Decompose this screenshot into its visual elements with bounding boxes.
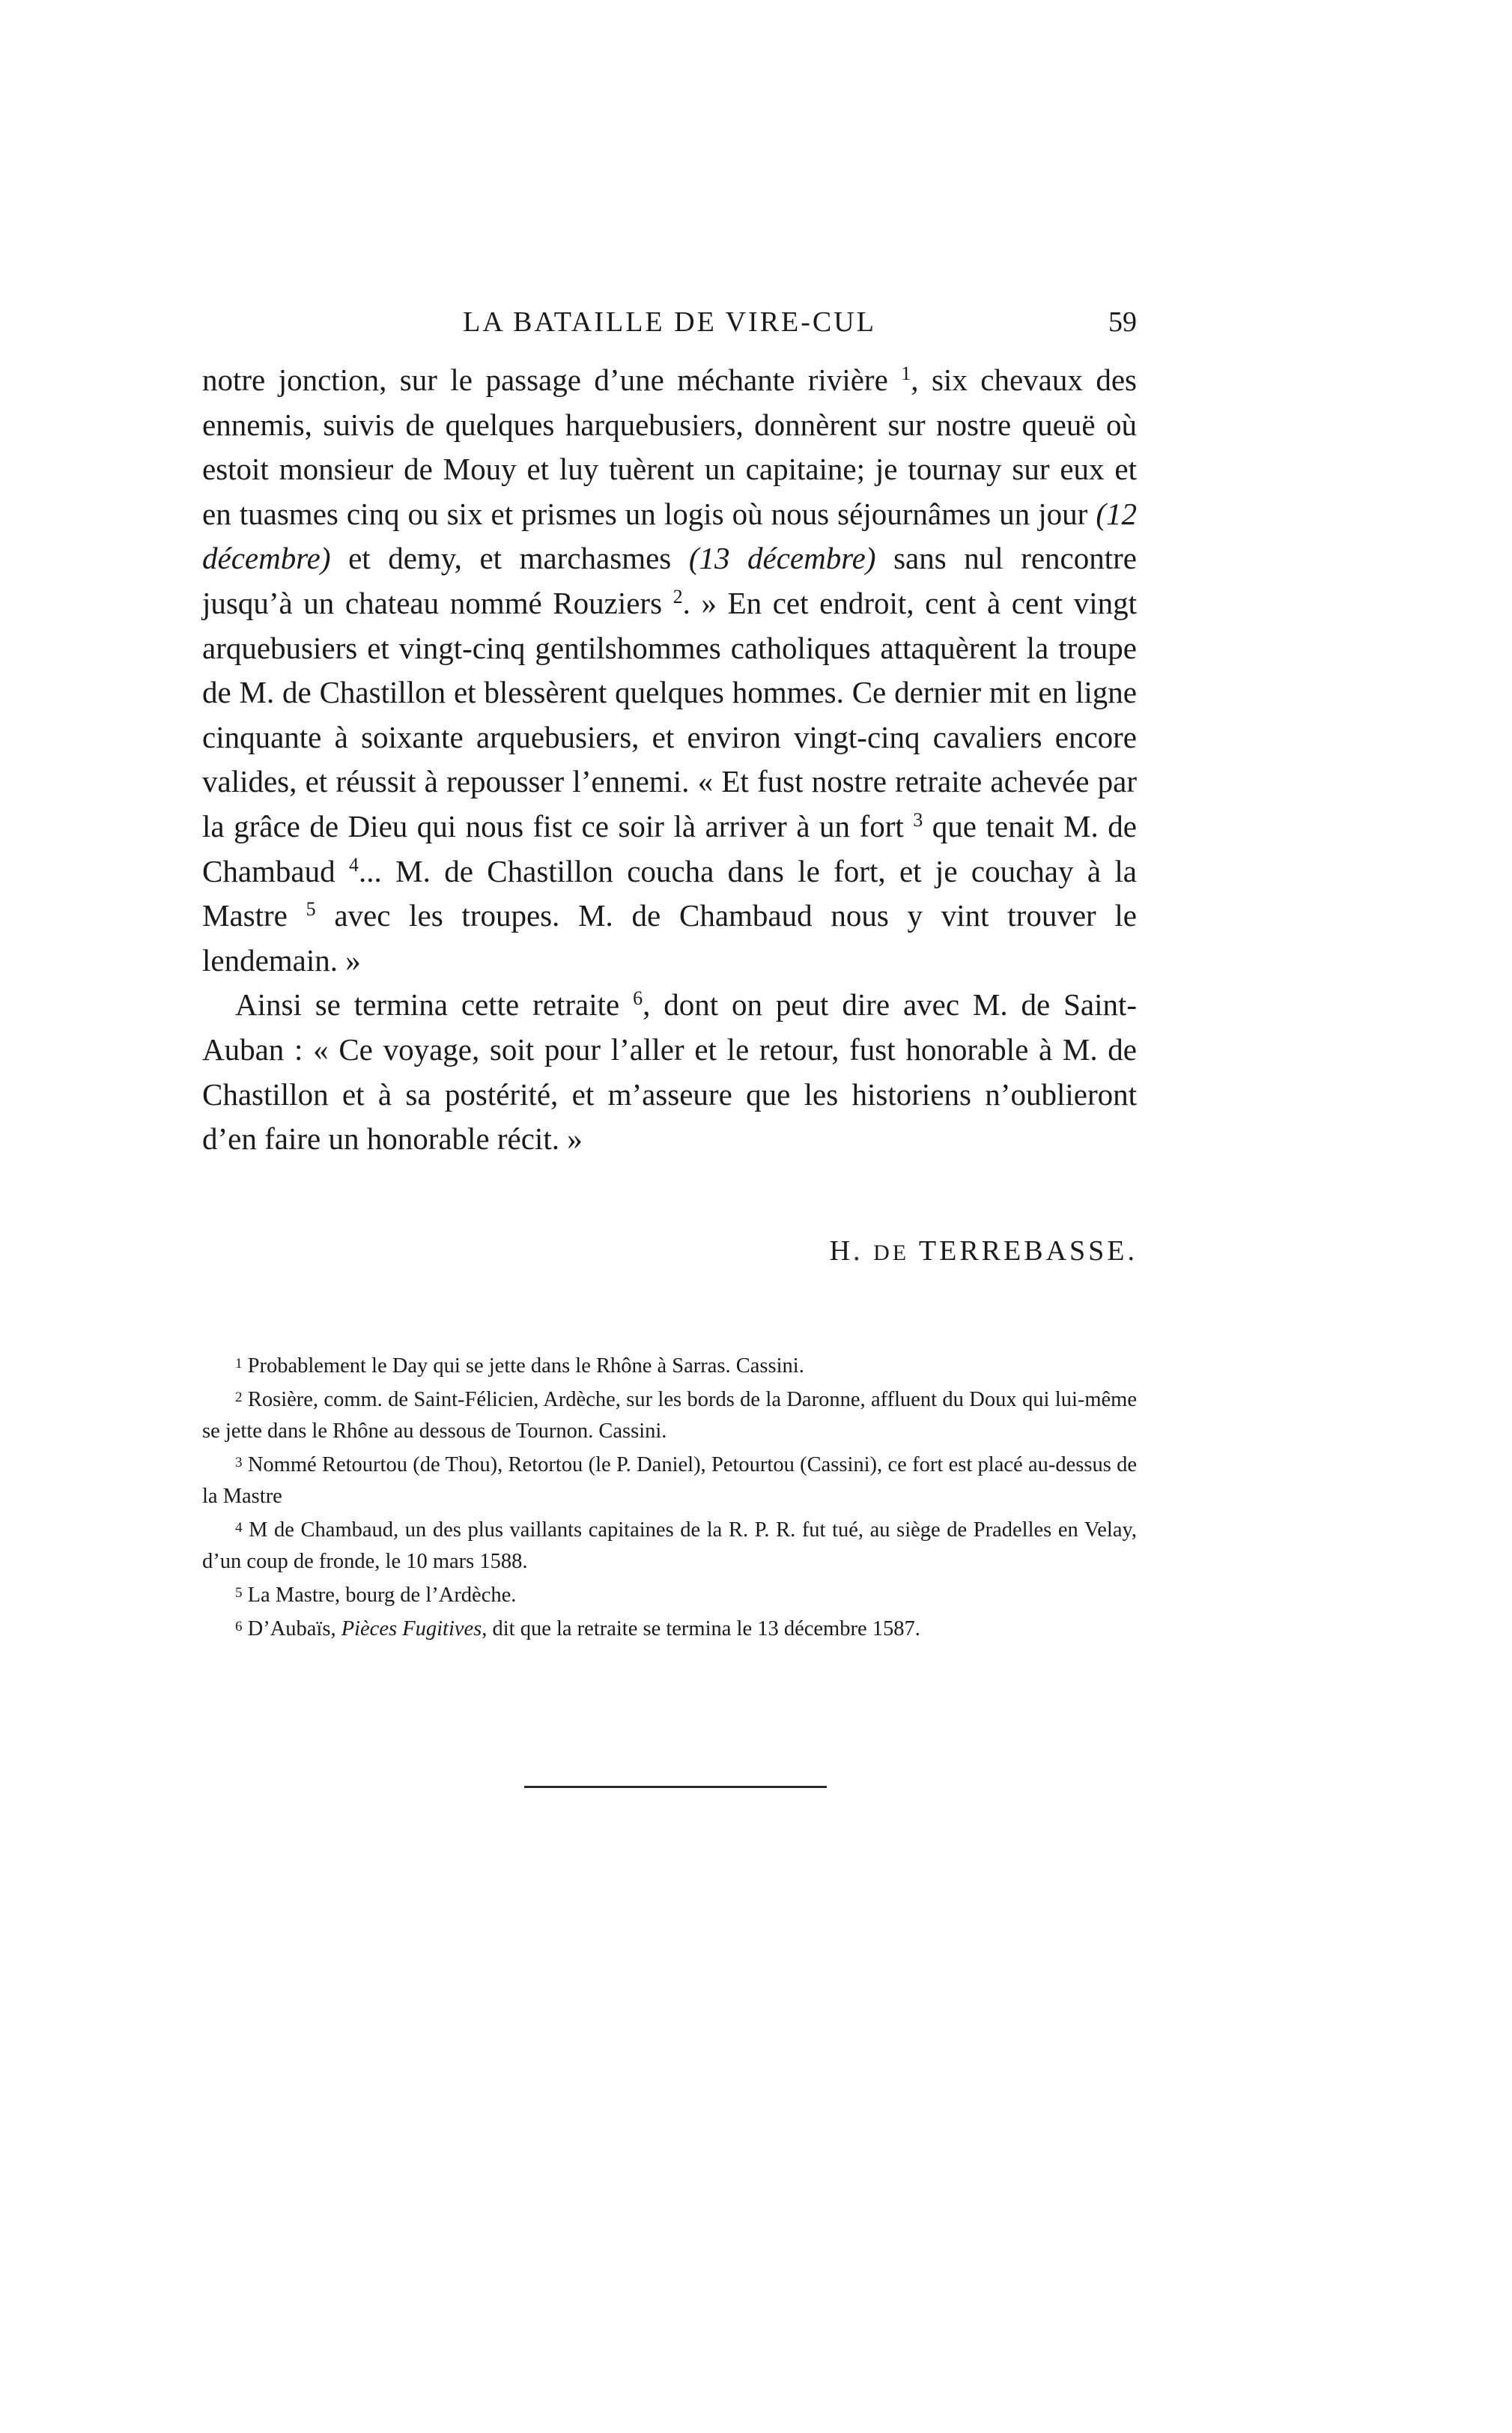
paragraph-1 <box>202 358 1137 983</box>
text-run: , six chevaux des ennemis, suivis de quelques harquebusiers, donnèrent sur nostre queuë où estoit monsieur de Mouy et luy tuèrent un capitaine; je tournay sur eux et en tuasmes cinq ou six et prismes un logis où nous séjournâmes un jour <box>202 363 1138 531</box>
footnote-text: , dit que la retraite se termina le 13 décembre 1587. <box>482 1617 920 1640</box>
footnote-number: 6 <box>235 1619 243 1634</box>
footnote-text: M de Chambaud, un des plus vaillants capitaines de la R. P. R. fut tué, au siège de Pradelles en Velay, d’un coup de fronde, le 10 mars 1588. <box>202 1518 1137 1573</box>
footnote-6 <box>202 1611 1137 1645</box>
footnote-number: 2 <box>235 1390 243 1405</box>
running-title: LA BATAILLE DE VIRE-CUL <box>463 306 876 338</box>
footnote-ref-5: 5 <box>306 898 316 921</box>
signature-surname: TERREBASSE. <box>918 1235 1138 1267</box>
footnote-number: 3 <box>235 1455 243 1470</box>
text-run: ... M. de Chastillon coucha dans le fort, et je couchay à la Mastre <box>202 853 1138 933</box>
footnote-number: 1 <box>235 1356 243 1372</box>
text-run: notre jonction, sur le passage d’une méchante rivière <box>202 363 902 397</box>
text-run: , dont on peut dire avec M. de Saint-Auban : « Ce voyage, soit pour l’aller et le retour, fust honorable à M. de Chastillon et à sa postérité, et m’asseure que les historiens n’oublieront d’en faire un honorable récit. » <box>202 987 1138 1157</box>
text-run: sans nul rencontre jusqu’à un chateau nommé Rouziers <box>202 541 1137 620</box>
footnote-4 <box>202 1512 1137 1578</box>
text-run: que tenait M. de Chambaud <box>202 808 1137 888</box>
footnote-ref-2: 2 <box>672 585 683 608</box>
footnote-text: La Mastre, bourg de l’Ardèche. <box>247 1584 517 1607</box>
footnotes <box>202 1348 1137 1645</box>
footnote-text: Probablement le Day qui se jette dans le Rhône à Sarras. Cassini. <box>247 1354 804 1378</box>
footnote-number: 4 <box>235 1520 243 1536</box>
italic-date-1: (12 décembre) <box>202 496 1137 576</box>
footnote-ref-4: 4 <box>349 853 359 876</box>
paragraph-2 <box>202 983 1137 1161</box>
footnote-ref-3: 3 <box>913 808 923 831</box>
page-number: 59 <box>1108 306 1137 338</box>
end-rule <box>524 1786 827 1788</box>
footnote-text: Rosière, comm. de Saint-Félicien, Ardèche, sur les bords de la Daronne, affluent du Doux qui lui-même se jette dans le Rhône au dessous de Tournon. Cassini. <box>202 1388 1137 1443</box>
footnote-text: D’Aubaïs, <box>247 1617 341 1640</box>
italic-date-2: (13 décembre) <box>688 541 876 576</box>
text-run: . » En cet endroit, cent à cent vingt arquebusiers et vingt-cinq gentilshommes catholiques attaquèrent la troupe de M. de Chastillon et blessèrent quelques hommes. Ce dernier mit en ligne cinquante à soixante arquebusiers, et environ vingt-cinq cavaliers encore valides, et réussit à repousser l’ennemi. « Et fust nostre retraite achevée par la grâce de Dieu qui nous fist ce soir là arriver à un fort <box>202 585 1137 843</box>
author-signature <box>830 1234 1138 1267</box>
text-run: avec les troupes. M. de Chambaud nous y vint trouver le lendemain. » <box>202 898 1137 978</box>
footnote-number: 5 <box>235 1585 243 1601</box>
footnote-ref-1: 1 <box>901 363 911 384</box>
footnote-5 <box>202 1578 1137 1611</box>
signature-particle: DE <box>873 1240 910 1265</box>
footnote-italic-title: Pièces Fugitives <box>341 1617 482 1640</box>
footnote-text: Nommé Retourtou (de Thou), Retortou (le P. Daniel), Petourtou (Cassini), ce fort est placé au-dessus de la Mastre <box>202 1453 1138 1508</box>
signature-initial: H. <box>829 1235 863 1267</box>
text-run: Ainsi se termina cette retraite <box>235 987 634 1022</box>
body-text <box>202 358 1137 1162</box>
text-run: et demy, et marchasmes <box>330 541 689 576</box>
footnote-ref-6: 6 <box>633 987 643 1010</box>
running-head <box>202 306 1137 351</box>
footnote-1 <box>202 1348 1137 1382</box>
footnote-3 <box>202 1447 1137 1512</box>
footnote-2 <box>202 1382 1137 1447</box>
